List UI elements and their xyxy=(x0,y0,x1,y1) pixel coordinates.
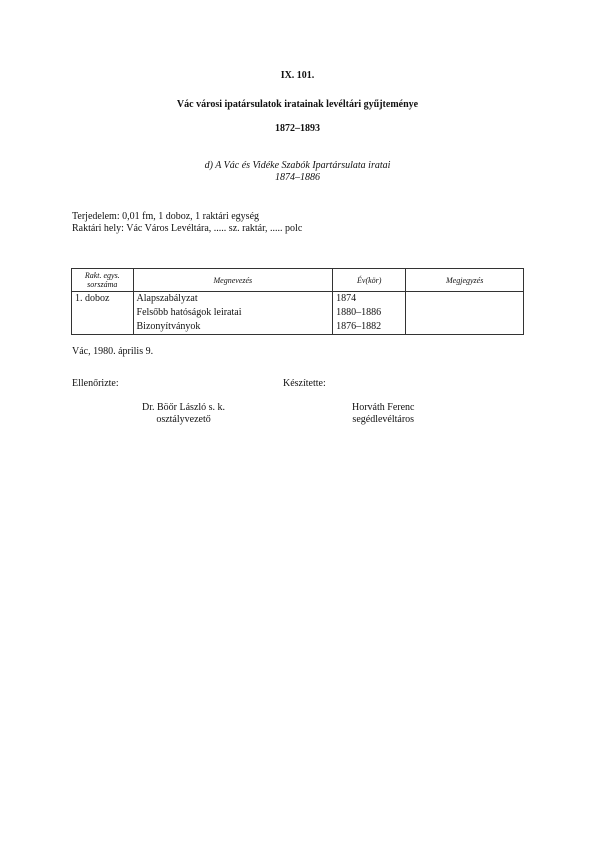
header-years: Év(kör) xyxy=(333,269,406,292)
signer-name: Horváth Ferenc xyxy=(352,402,415,413)
storage-location-line: Raktári hely: Vác Város Levéltára, ..... sz. raktár, ..... polc xyxy=(72,223,303,234)
table-row xyxy=(72,306,524,320)
prepared-by-label: Készítette: xyxy=(283,378,326,389)
extent-line: Terjedelem: 0,01 fm, 1 doboz, 1 raktári egység xyxy=(72,211,260,222)
header-note: Megjegyzés xyxy=(406,269,524,292)
checked-by-label: Ellenőrizte: xyxy=(72,378,119,389)
fonds-title: Vác városi ipatársulatok iratainak levéltári gyűjteménye xyxy=(176,99,419,110)
signer-title: segédlevéltáros xyxy=(352,414,415,425)
inventory-table xyxy=(71,268,524,335)
place-date: Vác, 1980. április 9. xyxy=(72,346,154,357)
cell-unit xyxy=(72,320,134,335)
cell-note xyxy=(406,292,524,307)
cell-note xyxy=(406,320,524,335)
cell-unit: 1. doboz xyxy=(72,292,134,307)
fonds-years: 1872–1893 xyxy=(275,123,320,134)
table-row xyxy=(72,292,524,307)
cell-name: Felsőbb hatóságok leiratai xyxy=(133,306,333,320)
cell-name: Bizonyítványok xyxy=(133,320,333,335)
header-unit-number-line2: sorszáma xyxy=(87,280,118,289)
subfonds-years: 1874–1886 xyxy=(275,172,320,183)
cell-years: 1880–1886 xyxy=(333,306,406,320)
signer-title: osztályvezető xyxy=(156,414,211,425)
table-header-row xyxy=(72,269,524,292)
subfonds-title: d) A Vác és Vidéke Szabók Ipartársulata iratai xyxy=(204,160,391,171)
header-unit-number xyxy=(72,269,134,292)
cell-unit xyxy=(72,306,134,320)
cell-years: 1874 xyxy=(333,292,406,307)
cell-name: Alapszabályzat xyxy=(133,292,333,307)
header-unit-number-line1: Rakt. egys. xyxy=(84,271,120,280)
table-row xyxy=(72,320,524,335)
signature-block-preparer xyxy=(352,402,414,426)
subfonds-heading xyxy=(0,160,595,184)
cell-years: 1876–1882 xyxy=(333,320,406,335)
signature-block-checker xyxy=(142,402,225,426)
cell-note xyxy=(406,306,524,320)
signer-name: Dr. Böőr László s. k. xyxy=(142,402,226,413)
header-name: Megnevezés xyxy=(133,269,333,292)
fonds-code: IX. 101. xyxy=(280,70,315,81)
